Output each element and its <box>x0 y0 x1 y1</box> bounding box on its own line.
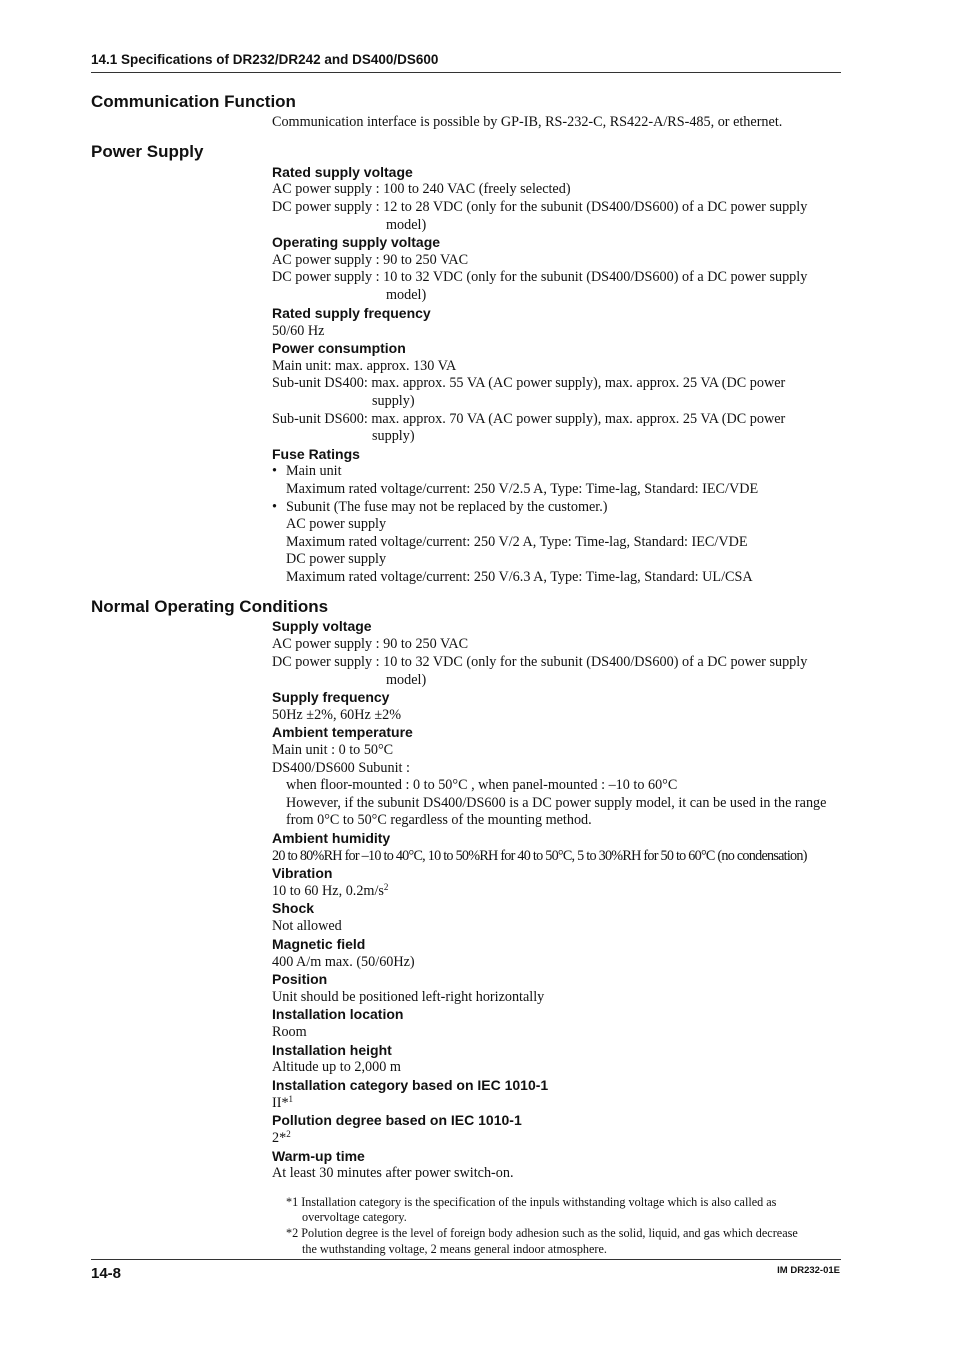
installation-location-value: Room <box>272 1024 307 1040</box>
fuse-sub-dc-rating: Maximum rated voltage/current: 250 V/6.3 A, Type: Time-lag, Standard: UL/CSA <box>286 569 753 585</box>
subheading-magnetic-field: Magnetic field <box>272 936 366 952</box>
subheading-ambient-humidity: Ambient humidity <box>272 830 391 846</box>
ambient-temp-mounting: when floor-mounted : 0 to 50°C , when panel-mounted : –10 to 60°C <box>286 777 678 793</box>
communication-text: Communication interface is possible by GP-IB, RS-232-C, RS422-A/RS-485, or ethernet. <box>272 114 783 130</box>
fuse-sub-ac-rating: Maximum rated voltage/current: 250 V/2 A, Type: Time-lag, Standard: IEC/VDE <box>286 534 748 550</box>
page-number: 14-8 <box>91 1265 122 1282</box>
footer-rule <box>91 1259 841 1260</box>
operating-voltage-dc-cont: model) <box>386 287 427 303</box>
footnote-2-line-1: *2 Polution degree is the level of foreign body adhesion such as the solid, liquid, and gas which decrease <box>286 1226 798 1240</box>
subheading-fuse-ratings: Fuse Ratings <box>272 446 360 462</box>
supply-frequency-value: 50Hz ±2%, 60Hz ±2% <box>272 707 402 723</box>
fuse-sub-label: Subunit (The fuse may not be replaced by the customer.) <box>286 499 608 515</box>
humidity-value: 20 to 80%RH for –10 to 40°C, 10 to 50%RH for 40 to 50°C, 5 to 30%RH for 50 to 60°C (no condensation) <box>272 848 807 864</box>
installation-category-footnote-ref: 1 <box>288 1094 294 1104</box>
pollution-degree-text: 2* <box>272 1130 287 1146</box>
ambient-temp-note-1: However, if the subunit DS400/DS600 is a DC power supply model, it can be used in the range <box>286 795 827 811</box>
subheading-position: Position <box>272 971 328 987</box>
subheading-warm-up-time: Warm-up time <box>272 1148 365 1164</box>
subheading-installation-height: Installation height <box>272 1042 392 1058</box>
ambient-temp-subunit: DS400/DS600 Subunit : <box>272 760 410 776</box>
section-title-normal-operating-conditions: Normal Operating Conditions <box>91 597 329 616</box>
position-value: Unit should be positioned left-right horizontally <box>272 989 545 1005</box>
pollution-degree-value <box>272 1130 291 1147</box>
consumption-main: Main unit: max. approx. 130 VA <box>272 358 457 374</box>
supply-voltage-dc: DC power supply : 10 to 32 VDC (only for the subunit (DS400/DS600) of a DC power supply <box>272 654 808 670</box>
ambient-temp-main: Main unit : 0 to 50°C <box>272 742 394 758</box>
magnetic-field-value: 400 A/m max. (50/60Hz) <box>272 954 415 970</box>
supply-voltage-dc-cont: model) <box>386 672 427 688</box>
subheading-installation-location: Installation location <box>272 1006 404 1022</box>
subheading-vibration: Vibration <box>272 865 333 881</box>
ambient-temp-note-2: from 0°C to 50°C regardless of the mounting method. <box>286 812 592 828</box>
vibration-superscript: 2 <box>383 882 389 892</box>
consumption-ds400-cont: supply) <box>372 393 415 409</box>
subheading-supply-voltage: Supply voltage <box>272 618 372 634</box>
subheading-pollution-degree: Pollution degree based on IEC 1010-1 <box>272 1112 522 1128</box>
consumption-ds600: Sub-unit DS600: max. approx. 70 VA (AC power supply), max. approx. 25 VA (DC power <box>272 411 786 427</box>
footnote-2-line-2: the wuthstanding voltage, 2 means general indoor atmosphere. <box>302 1242 607 1256</box>
rated-voltage-dc: DC power supply : 12 to 28 VDC (only for the subunit (DS400/DS600) of a DC power supply <box>272 199 808 215</box>
shock-value: Not allowed <box>272 918 342 934</box>
fuse-main-rating: Maximum rated voltage/current: 250 V/2.5 A, Type: Time-lag, Standard: IEC/VDE <box>286 481 759 497</box>
rated-voltage-ac: AC power supply : 100 to 240 VAC (freely selected) <box>272 181 571 197</box>
installation-category-value <box>272 1095 293 1112</box>
rated-voltage-dc-cont: model) <box>386 217 427 233</box>
consumption-ds600-cont: supply) <box>372 428 415 444</box>
installation-category-text: II* <box>272 1095 289 1111</box>
fuse-main-label: Main unit <box>286 463 342 479</box>
subheading-power-consumption: Power consumption <box>272 340 406 356</box>
footnote-1-line-1: *1 Installation category is the specification of the inpuls withstanding voltage which is also called as <box>286 1195 777 1209</box>
subheading-rated-supply-frequency: Rated supply frequency <box>272 305 431 321</box>
subheading-rated-supply-voltage: Rated supply voltage <box>272 164 413 180</box>
header-rule <box>91 72 841 73</box>
document-id: IM DR232-01E <box>777 1265 840 1276</box>
fuse-sub-ac: AC power supply <box>286 516 387 532</box>
subheading-ambient-temperature: Ambient temperature <box>272 724 413 740</box>
fuse-bullet-main: • <box>272 463 277 479</box>
section-title-power-supply: Power Supply <box>91 142 204 161</box>
installation-height-value: Altitude up to 2,000 m <box>272 1059 401 1075</box>
subheading-installation-category: Installation category based on IEC 1010-1 <box>272 1077 549 1093</box>
footnote-1-line-2: overvoltage category. <box>302 1210 407 1224</box>
rated-frequency-value: 50/60 Hz <box>272 323 325 339</box>
consumption-ds400: Sub-unit DS400: max. approx. 55 VA (AC power supply), max. approx. 25 VA (DC power <box>272 375 786 391</box>
pollution-degree-footnote-ref: 2 <box>286 1129 291 1139</box>
fuse-sub-dc: DC power supply <box>286 551 387 567</box>
operating-voltage-ac: AC power supply : 90 to 250 VAC <box>272 252 469 268</box>
subheading-operating-supply-voltage: Operating supply voltage <box>272 234 441 250</box>
vibration-text: 10 to 60 Hz, 0.2m/s <box>272 883 384 899</box>
supply-voltage-ac: AC power supply : 90 to 250 VAC <box>272 636 469 652</box>
operating-voltage-dc: DC power supply : 10 to 32 VDC (only for the subunit (DS400/DS600) of a DC power supply <box>272 269 808 285</box>
subheading-shock: Shock <box>272 900 315 916</box>
subheading-supply-frequency: Supply frequency <box>272 689 390 705</box>
fuse-bullet-sub: • <box>272 499 277 515</box>
vibration-value <box>272 883 388 900</box>
running-header: 14.1 Specifications of DR232/DR242 and DS400/DS600 <box>91 52 439 67</box>
section-title-communication: Communication Function <box>91 92 296 111</box>
warm-up-time-value: At least 30 minutes after power switch-on. <box>272 1165 514 1181</box>
